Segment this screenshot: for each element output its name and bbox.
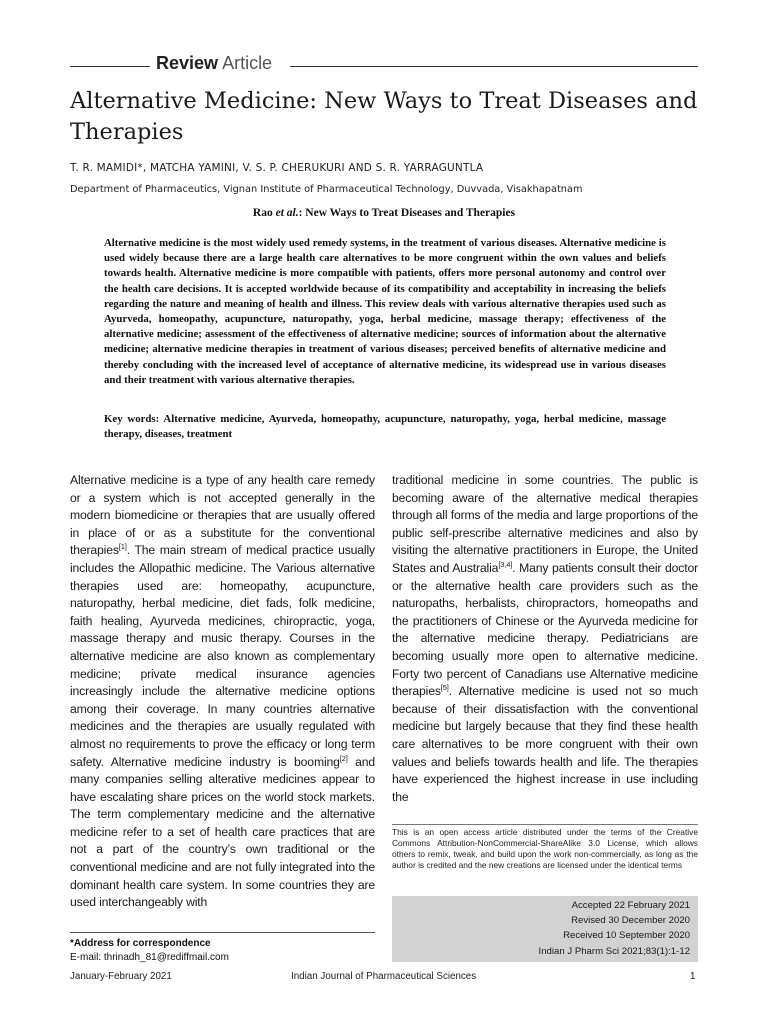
section-label-bold: Review	[156, 53, 219, 73]
accepted-date: Accepted 22 February 2021	[571, 900, 690, 911]
affiliation: Department of Pharmaceutics, Vignan Institute of Pharmaceutical Technology, Duvvada, Visakhapatnam	[70, 184, 583, 195]
citation-ref[interactable]: [1]	[118, 542, 127, 552]
article-dates-box	[392, 896, 698, 962]
body-right-text-2: . Many patients consult their doctor or the alternative health care providers such as the naturopaths, herbalists, chiropractors, homeopaths and the practitioners of Chinese or the Ayurveda medicine for the alternative medicine therapy. Pediatricians are becoming usually more open to alternative medicine. Forty two percent of Canadians use Alternative medicine therapies	[392, 560, 699, 699]
correspondence-email[interactable]: E-mail: thrinadh_81@rediffmail.com	[70, 952, 229, 963]
body-column-left	[70, 472, 375, 912]
section-rule-right	[290, 66, 698, 67]
correspondence-divider	[70, 932, 375, 933]
body-left-text-2: . The main stream of medical practice usually includes the Allopathic medicine. The Various alternative therapies used are: homeopathy, acupuncture, naturopathy, herbal medicine, diet fads, folk medicine, faith healing, Ayurveda medicines, chiropractic, yoga, massage therapy and music therapy. Courses in the alternative medicine are also known as complementary medicine; private medical insurance agencies increasingly include the alternative medicine options among their coverage. In many countries alternative medicines and the therapies are usually regulated with almost no requirements to prove the efficacy or long term safety. Alternative medicine industry is booming	[70, 543, 375, 769]
license-divider	[392, 824, 698, 825]
received-date: Received 10 September 2020	[563, 930, 690, 941]
citation-ref[interactable]: [2]	[339, 753, 348, 763]
running-title-suffix: : New Ways to Treat Diseases and Therapies	[298, 207, 516, 219]
abstract: Alternative medicine is the most widely used remedy systems, in the treatment of various diseases. Alternative medicine is used widely because there are a large health care alternatives to be more congruent within the own values and beliefs towards health. Alternative medicine is more compatible with patients, offers more personal autonomy and control over the health care decisions. It is accepted worldwide because of its compatibility and acceptability in increasing the beliefs regarding the nature and meaning of health and illness. This review deals with various alternative therapies used such as Ayurveda, homeopathy, acupuncture, naturopathy, yoga, herbal medicine, massage therapy; effectiveness of the alternative medicine; assessment of the effectiveness of alternative medicine; sources of information about the alternative medicine; alternative medicine therapies in treatment of various diseases; perceived benefits of alternative medicine and thereby concluding with the increased level of acceptance of alternative medicine, its widespread use in various diseases and their treatment with various alternative therapies.	[104, 237, 666, 386]
correspondence-label: *Address for correspondence	[70, 938, 211, 949]
running-title-prefix: Rao	[252, 207, 276, 219]
article-title: Alternative Medicine: New Ways to Treat Diseases and Therapies	[70, 88, 698, 145]
footer-issue-date: January-February 2021	[70, 971, 172, 982]
revised-date: Revised 30 December 2020	[571, 915, 690, 926]
body-right-text-1: traditional medicine in some countries. The public is becoming aware of the alternative medical therapies through all forms of the media and large proportions of the public self-prescribe alternative medicines and also by visiting the alternative practitioners in Europe, the United States and Australia	[392, 473, 698, 575]
footer-journal-name: Indian Journal of Pharmaceutical Sciences	[291, 971, 477, 982]
body-right-text-3: . Alternative medicine is used not so much because of their dissatisfaction with the conventional medicine but largely because that they find these health care alternatives to be more congruent with their own values and beliefs towards health and life. The therapies have experienced the highest increase in use including the	[392, 684, 698, 804]
running-title-etal: et al.	[275, 207, 299, 219]
author-list: T. R. MAMIDI*, MATCHA YAMINI, V. S. P. CHERUKURI AND S. R. YARRAGUNTLA	[70, 162, 484, 174]
body-left-text-3: and many companies selling alterative medicines appear to have escalating share prices on the world stock markets. The term complementary medicine and the alternative medicine refer to a set of health care practices that are not a part of the country’s own traditional or the conventional medicine and are not fully integrated into the dominant health care system. In some countries they are used interchangeably with	[70, 754, 376, 910]
section-label	[156, 53, 272, 74]
section-rule-left	[70, 66, 150, 67]
keywords: Key words: Alternative medicine, Ayurveda, homeopathy, acupuncture, naturopathy, yoga, herbal medicine, massage therapy, diseases, treatment	[104, 413, 666, 441]
citation-line: Indian J Pharm Sci 2021;83(1):1-12	[538, 946, 690, 957]
body-column-right	[392, 472, 698, 806]
citation-ref[interactable]: [5]	[440, 683, 449, 693]
license-notice: This is an open access article distributed under the terms of the Creative Commons Attribution-NonCommercial-ShareAlike 3.0 License, which allows others to remix, tweak, and build upon the work non-commercially, as long as the author is credited and the new creations are licensed under the identical terms	[392, 827, 698, 870]
citation-ref[interactable]: [3,4]	[498, 559, 513, 569]
page-number: 1	[690, 971, 696, 982]
running-title	[0, 207, 768, 219]
section-label-light: Article	[222, 53, 273, 73]
body-left-text-1: Alternative medicine is a type of any health care remedy or a system which is not accepted generally in the modern biomedicine or therapies that are usually offered in place of or as a substitute for the conventional therapies	[70, 473, 375, 558]
